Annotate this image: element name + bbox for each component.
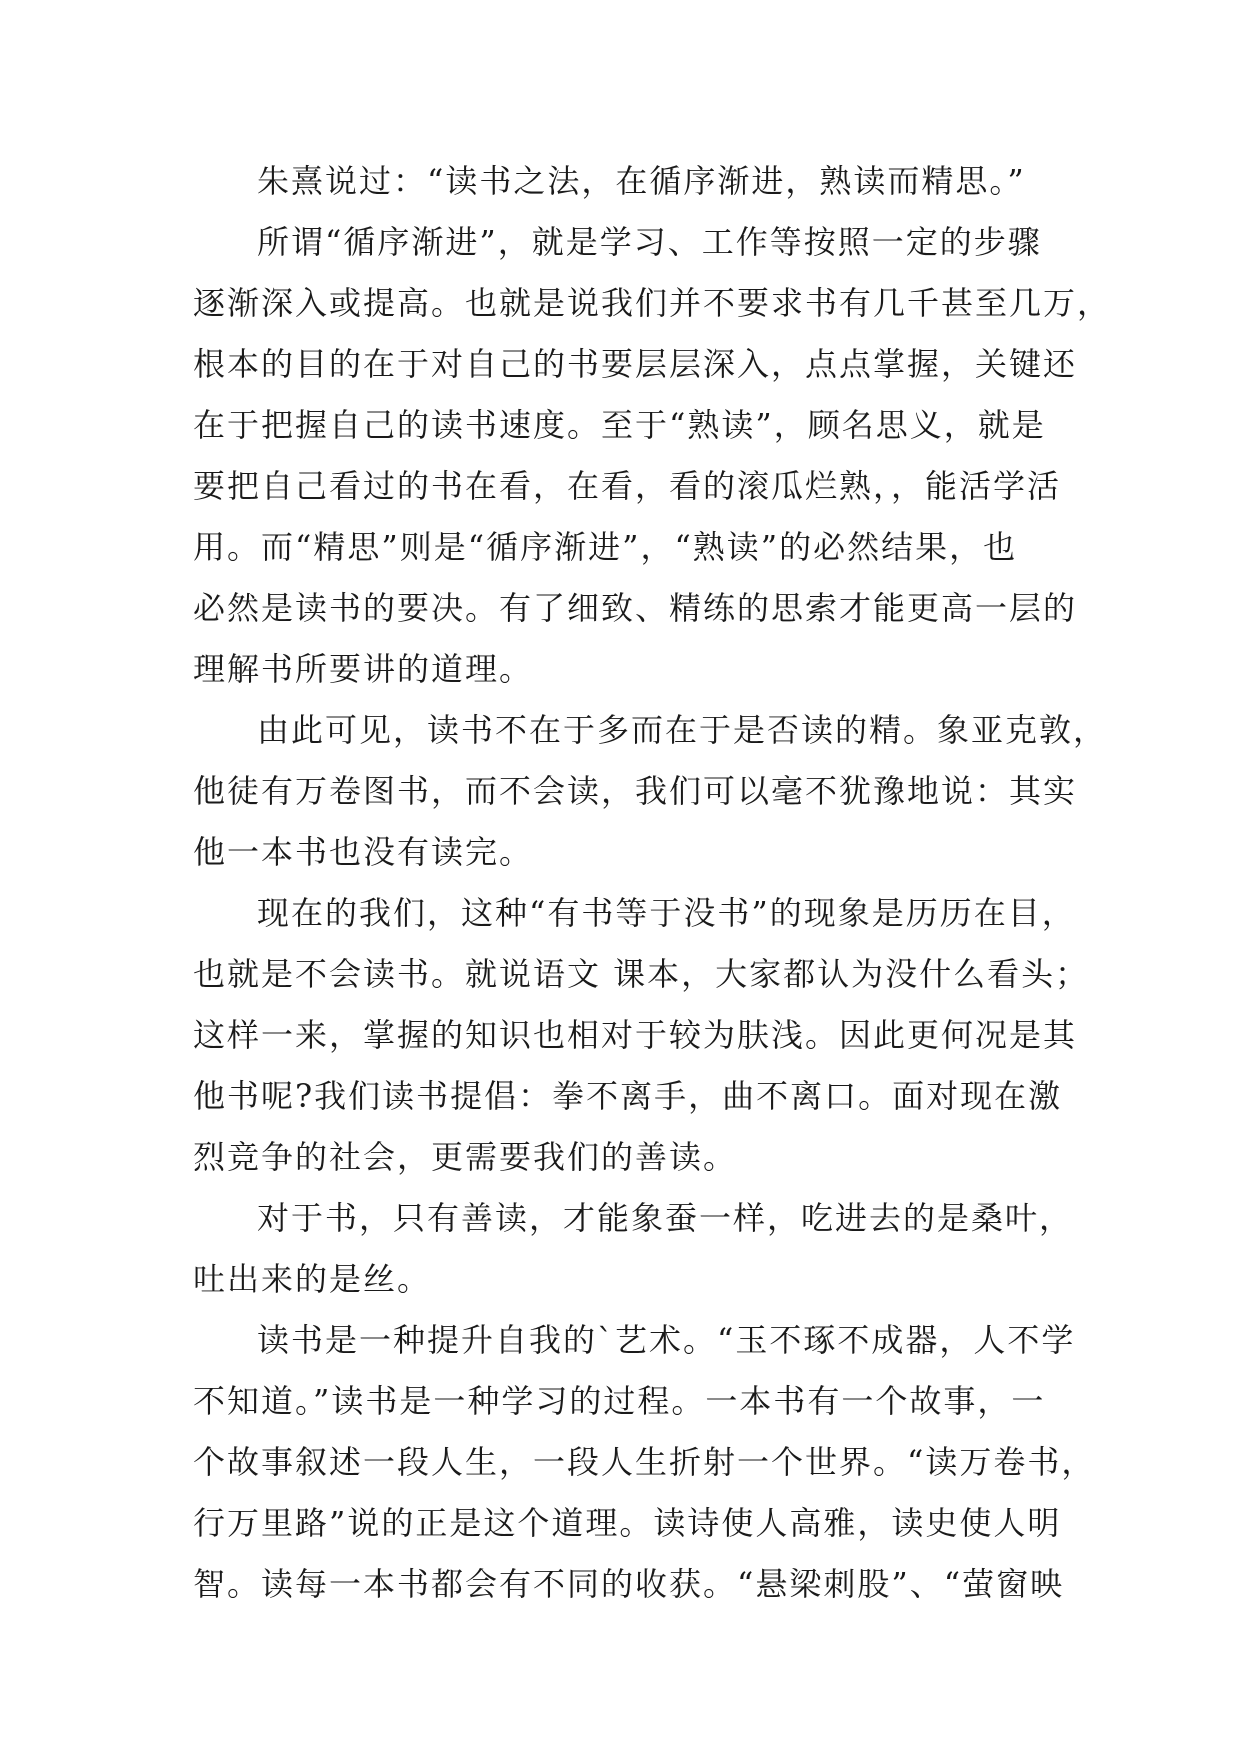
text-line: 他一本书也没有读完。 [193, 833, 534, 871]
text-line: 烈竞争的社会，更需要我们的善读。 [193, 1138, 738, 1176]
text-line: 读书是一种提升自我的`艺术。“玉不琢不成器，人不学 [257, 1321, 1076, 1359]
text-line: 在于把握自己的读书速度。至于“熟读”，顾名思义，就是 [193, 406, 1046, 444]
text-line: 理解书所要讲的道理。 [193, 650, 534, 688]
text-line: 也就是不会读书。就说语文 课本，大家都认为没什么看头； [193, 955, 1090, 993]
text-line: 根本的目的在于对自己的书要层层深入，点点掌握，关键还 [193, 345, 1078, 383]
text-line: 要把自己看过的书在看，在看，看的滚瓜烂熟，，能活学活 [193, 467, 1062, 505]
text-line: 他书呢?我们读书提倡：拳不离手，曲不离口。面对现在激 [193, 1077, 1063, 1115]
text-line: 智。读每一本书都会有不同的收获。“悬梁刺股”、“萤窗映 [193, 1565, 1065, 1603]
text-line: 行万里路”说的正是这个道理。读诗使人高雅，读史使人明 [193, 1504, 1062, 1542]
text-line: 必然是读书的要决。有了细致、精练的思索才能更高一层的 [193, 589, 1078, 627]
text-line: 现在的我们，这种“有书等于没书”的现象是历历在目， [257, 894, 1076, 932]
text-line: 这样一来，掌握的知识也相对于较为肤浅。因此更何况是其 [193, 1016, 1078, 1054]
text-line: 对于书，只有善读，才能象蚕一样，吃进去的是桑叶， [257, 1199, 1074, 1237]
text-line: 吐出来的是丝。 [193, 1260, 432, 1298]
text-line: 所谓“循序渐进”，就是学习、工作等按照一定的步骤 [257, 223, 1042, 261]
text-line: 用。而“精思”则是“循序渐进”，“熟读”的必然结果，也 [193, 528, 1018, 566]
document-body [193, 161, 1112, 1625]
text-line: 个故事叙述一段人生，一段人生折射一个世界。“读万卷书， [193, 1443, 1096, 1481]
text-line: 逐渐深入或提高。也就是说我们并不要求书有几千甚至几万， [193, 284, 1112, 322]
text-line: 朱熹说过：“读书之法，在循序渐进，熟读而精思。” [257, 162, 1026, 200]
text-line: 他徒有万卷图书，而不会读，我们可以毫不犹豫地说：其实 [193, 772, 1078, 810]
text-line: 由此可见，读书不在于多而在于是否读的精。象亚克敦， [257, 711, 1108, 749]
text-line: 不知道。”读书是一种学习的过程。一本书有一个故事，一 [193, 1382, 1046, 1420]
